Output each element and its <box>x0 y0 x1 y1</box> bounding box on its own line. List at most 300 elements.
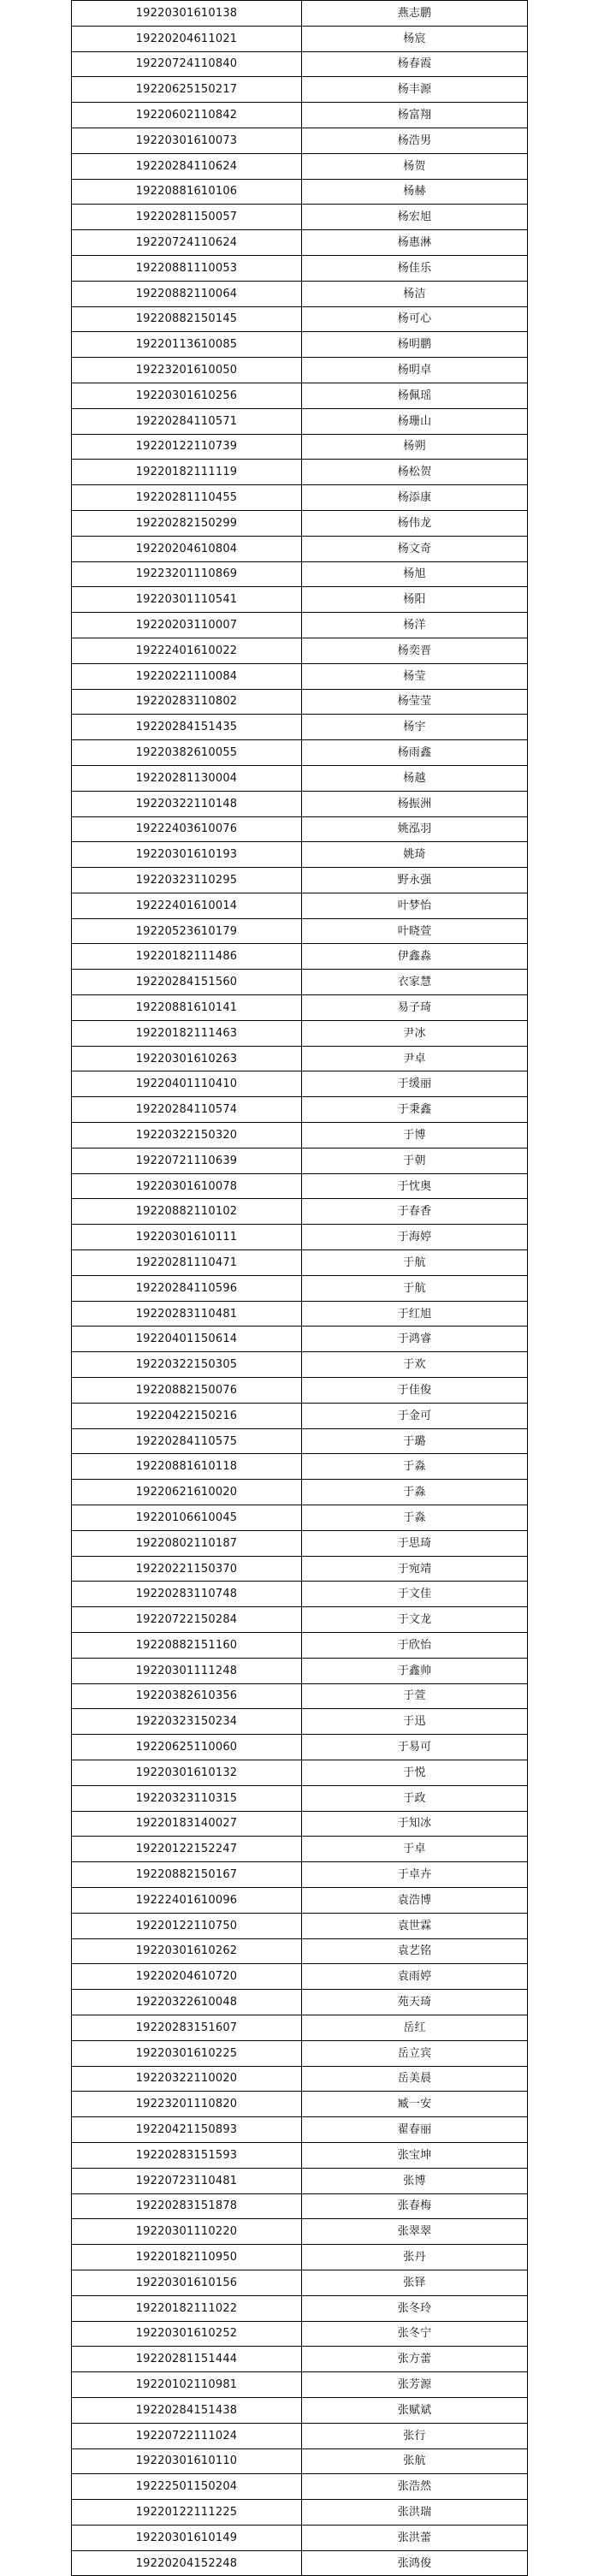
student-id-cell: 19220182111022 <box>72 2295 302 2321</box>
student-id-cell: 19220523610179 <box>72 918 302 944</box>
student-id-cell: 19220102110981 <box>72 2372 302 2398</box>
table-row <box>72 1225 528 1250</box>
student-name-cell: 野永强 <box>302 868 528 893</box>
student-id-cell: 19220301610110 <box>72 2448 302 2474</box>
student-id-cell: 19220882110102 <box>72 1199 302 1225</box>
table-row <box>72 765 528 791</box>
student-name-cell: 张芳源 <box>302 2372 528 2398</box>
student-name-cell: 杨洋 <box>302 613 528 638</box>
student-name-cell: 于秉鑫 <box>302 1097 528 1123</box>
student-name-cell: 于航 <box>302 1250 528 1276</box>
student-name-cell: 杨富翔 <box>302 103 528 128</box>
student-name-cell: 张丹 <box>302 2245 528 2270</box>
table-row <box>72 1735 528 1760</box>
student-name-cell: 杨明鹏 <box>302 332 528 358</box>
student-name-cell: 于淼 <box>302 1480 528 1505</box>
table-row <box>72 2347 528 2372</box>
student-id-cell: 19220182110950 <box>72 2245 302 2270</box>
table-row <box>72 1148 528 1173</box>
student-id-cell: 19220301610078 <box>72 1173 302 1199</box>
student-id-cell: 19220625110060 <box>72 1735 302 1760</box>
student-id-cell: 19220284110574 <box>72 1097 302 1123</box>
table-row <box>72 2372 528 2398</box>
student-id-cell: 19220723110481 <box>72 2168 302 2193</box>
table-row <box>72 1837 528 1862</box>
student-id-cell: 19222401610014 <box>72 893 302 918</box>
table-row <box>72 153 528 179</box>
table-row <box>72 1123 528 1149</box>
student-name-cell: 张冬宁 <box>302 2321 528 2347</box>
student-name-cell: 于知冰 <box>302 1811 528 1837</box>
student-name-cell: 杨洁 <box>302 281 528 306</box>
student-name-cell: 于宛靖 <box>302 1556 528 1582</box>
student-id-cell: 19220301610149 <box>72 2525 302 2550</box>
student-id-cell: 19220182111119 <box>72 460 302 485</box>
table-row <box>72 1964 528 1990</box>
student-id-cell: 19220322110020 <box>72 2066 302 2092</box>
student-id-cell: 19220283151607 <box>72 2015 302 2040</box>
student-name-cell: 张宝坤 <box>302 2142 528 2168</box>
table-row <box>72 2066 528 2092</box>
student-id-cell: 19220183140027 <box>72 1811 302 1837</box>
student-name-cell: 于萱 <box>302 1683 528 1709</box>
student-name-cell: 杨明卓 <box>302 358 528 383</box>
student-id-cell: 19220204611021 <box>72 26 302 51</box>
student-id-cell: 19220281130004 <box>72 765 302 791</box>
student-id-cell: 19223201110820 <box>72 2092 302 2117</box>
table-row <box>72 1633 528 1659</box>
student-name-cell: 杨宸 <box>302 26 528 51</box>
student-name-cell: 于淼 <box>302 1505 528 1531</box>
table-row <box>72 663 528 689</box>
student-id-cell: 19220284110571 <box>72 408 302 434</box>
table-row <box>72 408 528 434</box>
student-name-cell: 翟春丽 <box>302 2117 528 2143</box>
student-id-cell: 19220625150217 <box>72 77 302 103</box>
table-row <box>72 1913 528 1938</box>
student-name-cell: 杨越 <box>302 765 528 791</box>
student-name-cell: 张鸿俊 <box>302 2550 528 2576</box>
table-row <box>72 1709 528 1735</box>
student-name-cell: 于欣怡 <box>302 1633 528 1659</box>
table-row <box>72 51 528 77</box>
table-row <box>72 281 528 306</box>
table-row <box>72 2525 528 2550</box>
student-name-cell: 杨奕晋 <box>302 638 528 663</box>
student-name-cell: 袁世霖 <box>302 1913 528 1938</box>
student-name-cell: 尹冰 <box>302 1020 528 1046</box>
student-id-cell: 19220281110455 <box>72 485 302 511</box>
student-id-cell: 19220282150299 <box>72 510 302 536</box>
student-id-cell: 19220882150076 <box>72 1378 302 1404</box>
student-id-cell: 19220323150234 <box>72 1709 302 1735</box>
table-row <box>72 2448 528 2474</box>
student-name-cell: 岳美晨 <box>302 2066 528 2092</box>
student-id-cell: 19220122152247 <box>72 1837 302 1862</box>
student-id-cell: 19220802110187 <box>72 1530 302 1556</box>
student-name-cell: 张赋斌 <box>302 2397 528 2423</box>
table-row <box>72 1990 528 2015</box>
student-id-cell: 19220283151593 <box>72 2142 302 2168</box>
student-name-cell: 于朝 <box>302 1148 528 1173</box>
student-name-cell: 于鑫帅 <box>302 1658 528 1683</box>
student-name-cell: 杨伟龙 <box>302 510 528 536</box>
student-id-cell: 19220182111486 <box>72 944 302 970</box>
table-row <box>72 1275 528 1301</box>
table-row <box>72 1582 528 1607</box>
student-id-cell: 19220301610138 <box>72 1 302 27</box>
table-row <box>72 332 528 358</box>
table-row <box>72 2550 528 2576</box>
table-row <box>72 1887 528 1913</box>
student-id-cell: 19220106610045 <box>72 1505 302 1531</box>
student-name-cell: 于悦 <box>302 1760 528 1785</box>
table-row <box>72 1683 528 1709</box>
table-row <box>72 2295 528 2321</box>
student-name-cell: 于博 <box>302 1123 528 1149</box>
student-id-cell: 19220882110064 <box>72 281 302 306</box>
student-id-cell: 19220382610356 <box>72 1683 302 1709</box>
table-row <box>72 2321 528 2347</box>
table-row <box>72 1811 528 1837</box>
student-id-cell: 19220301610111 <box>72 1225 302 1250</box>
student-name-cell: 衣家慧 <box>302 970 528 995</box>
student-id-cell: 19222403610076 <box>72 816 302 842</box>
student-name-cell: 于迅 <box>302 1709 528 1735</box>
student-id-cell: 19220301610073 <box>72 128 302 153</box>
student-name-cell: 苑天琦 <box>302 1990 528 2015</box>
student-id-cell: 19220301610256 <box>72 383 302 408</box>
student-id-cell: 19222401610096 <box>72 1887 302 1913</box>
table-row <box>72 1301 528 1327</box>
student-name-cell: 于海婷 <box>302 1225 528 1250</box>
table-row <box>72 1403 528 1428</box>
student-name-cell: 于鸿睿 <box>302 1327 528 1352</box>
student-id-cell: 19222501150204 <box>72 2474 302 2500</box>
table-row <box>72 1658 528 1683</box>
table-row <box>72 2117 528 2143</box>
table-row <box>72 1097 528 1123</box>
student-name-cell: 杨莹 <box>302 663 528 689</box>
student-id-cell: 19222401610022 <box>72 638 302 663</box>
student-name-cell: 张方蕾 <box>302 2347 528 2372</box>
student-name-cell: 张行 <box>302 2423 528 2448</box>
student-id-cell: 19220122110739 <box>72 434 302 460</box>
student-name-cell: 杨佩瑶 <box>302 383 528 408</box>
student-name-cell: 岳立宾 <box>302 2040 528 2066</box>
table-row <box>72 460 528 485</box>
table-row <box>72 2193 528 2219</box>
student-name-cell: 张翠翠 <box>302 2219 528 2245</box>
student-name-cell: 袁雨婷 <box>302 1964 528 1990</box>
student-name-cell: 张洪蕾 <box>302 2525 528 2550</box>
table-row <box>72 103 528 128</box>
table-row <box>72 2270 528 2295</box>
student-name-cell: 袁艺铭 <box>302 1938 528 1964</box>
student-name-cell: 杨旭 <box>302 561 528 587</box>
table-row <box>72 1785 528 1811</box>
student-name-cell: 岳红 <box>302 2015 528 2040</box>
student-id-cell: 19220322610048 <box>72 1990 302 2015</box>
student-id-cell: 19220301110541 <box>72 587 302 613</box>
student-id-cell: 19220382610055 <box>72 740 302 766</box>
table-row <box>72 205 528 230</box>
table-row <box>72 2092 528 2117</box>
student-id-cell: 19220323110295 <box>72 868 302 893</box>
student-name-cell: 杨宇 <box>302 715 528 740</box>
student-id-cell: 19220722111024 <box>72 2423 302 2448</box>
student-name-cell: 姚泓羽 <box>302 816 528 842</box>
table-row <box>72 613 528 638</box>
student-name-cell: 于欢 <box>302 1352 528 1378</box>
student-name-cell: 于金可 <box>302 1403 528 1428</box>
student-id-cell: 19220301610225 <box>72 2040 302 2066</box>
student-id-cell: 19220401110410 <box>72 1071 302 1097</box>
student-id-cell: 19220284151435 <box>72 715 302 740</box>
table-row <box>72 2142 528 2168</box>
table-row <box>72 2015 528 2040</box>
student-id-cell: 19223201110869 <box>72 561 302 587</box>
student-name-cell: 杨可心 <box>302 306 528 332</box>
student-id-cell: 19220122111225 <box>72 2500 302 2526</box>
table-row <box>72 816 528 842</box>
student-name-cell: 张春梅 <box>302 2193 528 2219</box>
table-row <box>72 1046 528 1071</box>
student-name-cell: 于璐 <box>302 1428 528 1454</box>
table-row <box>72 128 528 153</box>
student-id-cell: 19220621610020 <box>72 1480 302 1505</box>
student-name-cell: 杨添康 <box>302 485 528 511</box>
student-id-cell: 19220882151160 <box>72 1633 302 1659</box>
student-id-cell: 19220301610156 <box>72 2270 302 2295</box>
student-id-cell: 19220283110481 <box>72 1301 302 1327</box>
student-id-cell: 19220322150305 <box>72 1352 302 1378</box>
student-name-cell: 杨振洲 <box>302 791 528 816</box>
student-name-cell: 张洪瑞 <box>302 2500 528 2526</box>
student-name-cell: 杨丰源 <box>302 77 528 103</box>
table-row <box>72 1607 528 1633</box>
table-row <box>72 1428 528 1454</box>
student-id-cell: 19220204152248 <box>72 2550 302 2576</box>
table-row <box>72 1 528 27</box>
student-id-cell: 19220203110007 <box>72 613 302 638</box>
student-id-cell: 19220301610193 <box>72 842 302 868</box>
student-name-cell: 于思琦 <box>302 1530 528 1556</box>
table-row <box>72 434 528 460</box>
student-id-cell: 19220283110748 <box>72 1582 302 1607</box>
table-row <box>72 230 528 256</box>
student-id-cell: 19220721110639 <box>72 1148 302 1173</box>
student-name-cell: 臧一安 <box>302 2092 528 2117</box>
table-row <box>72 1530 528 1556</box>
student-name-cell: 杨朔 <box>302 434 528 460</box>
table-row <box>72 893 528 918</box>
student-id-cell: 19220724110840 <box>72 51 302 77</box>
student-id-cell: 19220301610132 <box>72 1760 302 1785</box>
student-name-cell: 张航 <box>302 2448 528 2474</box>
student-name-cell: 袁浩博 <box>302 1887 528 1913</box>
table-row <box>72 918 528 944</box>
student-table <box>71 0 528 2576</box>
table-row <box>72 1250 528 1276</box>
table-row <box>72 358 528 383</box>
student-name-cell: 杨阳 <box>302 587 528 613</box>
table-row <box>72 1327 528 1352</box>
table-row <box>72 536 528 561</box>
student-name-cell: 张铎 <box>302 2270 528 2295</box>
student-name-cell: 杨文奇 <box>302 536 528 561</box>
table-row <box>72 2168 528 2193</box>
student-id-cell: 19220284110624 <box>72 153 302 179</box>
student-id-cell: 19220323110315 <box>72 1785 302 1811</box>
student-name-cell: 易子琦 <box>302 995 528 1021</box>
table-row <box>72 2219 528 2245</box>
student-id-cell: 19220401150614 <box>72 1327 302 1352</box>
table-row <box>72 587 528 613</box>
table-row <box>72 26 528 51</box>
student-name-cell: 杨雨鑫 <box>302 740 528 766</box>
table-row <box>72 1454 528 1480</box>
table-row <box>72 2040 528 2066</box>
table-row <box>72 1199 528 1225</box>
student-id-cell: 19220881610141 <box>72 995 302 1021</box>
student-name-cell: 于佳俊 <box>302 1378 528 1404</box>
student-id-cell: 19220322110148 <box>72 791 302 816</box>
table-row <box>72 179 528 205</box>
student-id-cell: 19220301110220 <box>72 2219 302 2245</box>
student-name-cell: 于缓丽 <box>302 1071 528 1097</box>
table-row <box>72 868 528 893</box>
student-id-cell: 19220283110802 <box>72 689 302 715</box>
student-name-cell: 于卓 <box>302 1837 528 1862</box>
student-id-cell: 19220281150057 <box>72 205 302 230</box>
student-id-cell: 19220881110053 <box>72 255 302 281</box>
student-id-cell: 19220284151438 <box>72 2397 302 2423</box>
table-row <box>72 77 528 103</box>
student-name-cell: 叶梦怡 <box>302 893 528 918</box>
student-name-cell: 杨松贺 <box>302 460 528 485</box>
student-name-cell: 杨宏旭 <box>302 205 528 230</box>
table-row <box>72 2245 528 2270</box>
student-id-cell: 19220322150320 <box>72 1123 302 1149</box>
student-id-cell: 19220182111463 <box>72 1020 302 1046</box>
student-id-cell: 19220724110624 <box>72 230 302 256</box>
student-name-cell: 杨贺 <box>302 153 528 179</box>
student-id-cell: 19220422150216 <box>72 1403 302 1428</box>
student-id-cell: 19220722150284 <box>72 1607 302 1633</box>
student-name-cell: 杨惠淋 <box>302 230 528 256</box>
student-name-cell: 姚琦 <box>302 842 528 868</box>
table-row <box>72 510 528 536</box>
student-name-cell: 于文龙 <box>302 1607 528 1633</box>
student-name-cell: 于航 <box>302 1275 528 1301</box>
table-row <box>72 1378 528 1404</box>
student-name-cell: 张浩然 <box>302 2474 528 2500</box>
table-row <box>72 715 528 740</box>
table-row <box>72 1862 528 1888</box>
table-row <box>72 995 528 1021</box>
student-name-cell: 张博 <box>302 2168 528 2193</box>
table-row <box>72 485 528 511</box>
student-id-cell: 19220221150370 <box>72 1556 302 1582</box>
table-row <box>72 1173 528 1199</box>
table-row <box>72 1505 528 1531</box>
student-name-cell: 于忱奥 <box>302 1173 528 1199</box>
student-name-cell: 杨珊山 <box>302 408 528 434</box>
table-row <box>72 1760 528 1785</box>
student-id-cell: 19220204610804 <box>72 536 302 561</box>
table-row <box>72 2474 528 2500</box>
student-name-cell: 于易可 <box>302 1735 528 1760</box>
student-id-cell: 19220421150893 <box>72 2117 302 2143</box>
table-row <box>72 1938 528 1964</box>
student-name-cell: 于春香 <box>302 1199 528 1225</box>
student-id-cell: 19220113610085 <box>72 332 302 358</box>
student-name-cell: 杨浩男 <box>302 128 528 153</box>
table-row <box>72 970 528 995</box>
table-row <box>72 638 528 663</box>
table-row <box>72 561 528 587</box>
student-id-cell: 19220882150145 <box>72 306 302 332</box>
table-row <box>72 383 528 408</box>
table-row <box>72 944 528 970</box>
student-name-cell: 于政 <box>302 1785 528 1811</box>
student-id-cell: 19220301111248 <box>72 1658 302 1683</box>
student-name-cell: 于淼 <box>302 1454 528 1480</box>
student-id-cell: 19220301610262 <box>72 1938 302 1964</box>
student-name-cell: 燕志鹏 <box>302 1 528 27</box>
table-row <box>72 2500 528 2526</box>
table-row <box>72 791 528 816</box>
table-row <box>72 740 528 766</box>
student-id-cell: 19220221110084 <box>72 663 302 689</box>
student-id-cell: 19220301610263 <box>72 1046 302 1071</box>
student-name-cell: 张冬玲 <box>302 2295 528 2321</box>
student-name-cell: 尹卓 <box>302 1046 528 1071</box>
student-id-cell: 19220881610118 <box>72 1454 302 1480</box>
student-name-cell: 杨莹莹 <box>302 689 528 715</box>
student-id-cell: 19220602110842 <box>72 103 302 128</box>
student-name-cell: 伊鑫淼 <box>302 944 528 970</box>
table-row <box>72 1352 528 1378</box>
table-row <box>72 842 528 868</box>
table-row <box>72 255 528 281</box>
student-id-cell: 19220204610720 <box>72 1964 302 1990</box>
student-id-cell: 19220284110596 <box>72 1275 302 1301</box>
student-id-cell: 19223201610050 <box>72 358 302 383</box>
table-row <box>72 306 528 332</box>
table-row <box>72 1556 528 1582</box>
student-name-cell: 于卓卉 <box>302 1862 528 1888</box>
student-name-cell: 杨佳乐 <box>302 255 528 281</box>
student-id-cell: 19220284110575 <box>72 1428 302 1454</box>
table-row <box>72 1071 528 1097</box>
table-row <box>72 2397 528 2423</box>
student-name-cell: 杨赫 <box>302 179 528 205</box>
student-id-cell: 19220881610106 <box>72 179 302 205</box>
student-id-cell: 19220281151444 <box>72 2347 302 2372</box>
student-id-cell: 19220284151560 <box>72 970 302 995</box>
student-name-cell: 杨春霞 <box>302 51 528 77</box>
table-row <box>72 2423 528 2448</box>
student-id-cell: 19220122110750 <box>72 1913 302 1938</box>
student-id-cell: 19220882150167 <box>72 1862 302 1888</box>
table-row <box>72 1020 528 1046</box>
student-id-cell: 19220301610252 <box>72 2321 302 2347</box>
table-row <box>72 689 528 715</box>
table-body <box>72 1 528 2576</box>
student-name-cell: 叶晓萱 <box>302 918 528 944</box>
